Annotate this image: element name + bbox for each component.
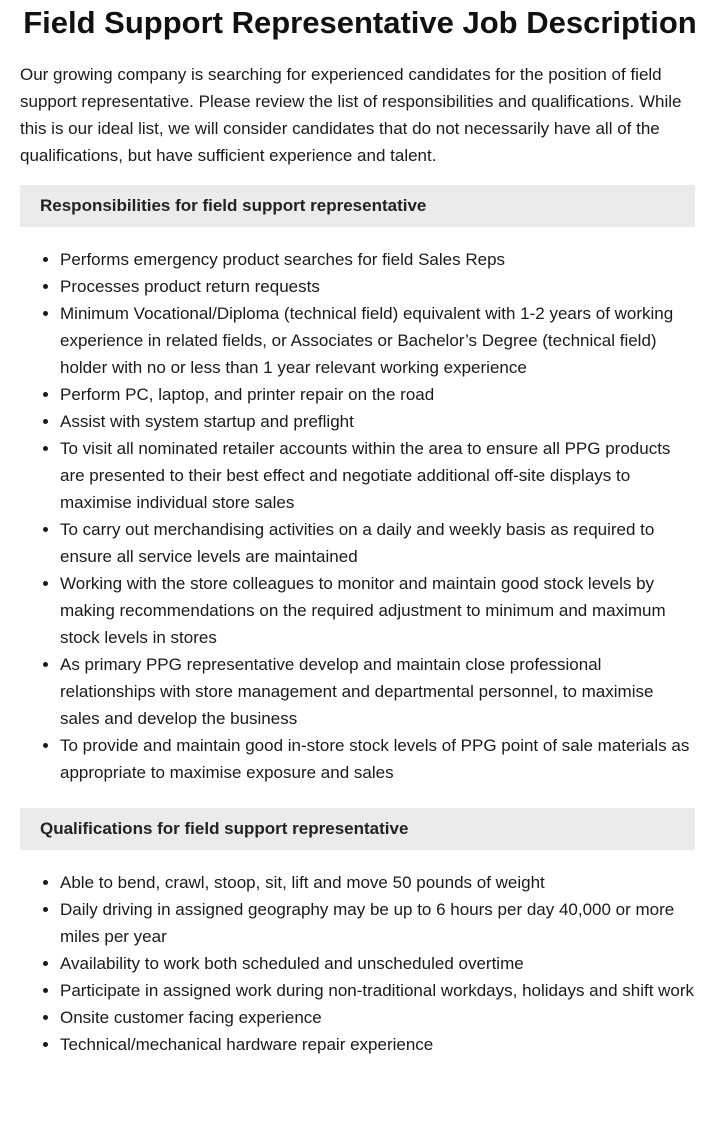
- qualifications-heading: Qualifications for field support representative: [20, 808, 695, 850]
- page-title: Field Support Representative Job Description: [23, 5, 697, 40]
- list-item: • Working with the store colleagues to monitor and maintain good stock levels by making recommendations on the required adjustment to minimum and maximum stock levels in stores: [60, 570, 695, 651]
- responsibilities-list: [0, 246, 695, 786]
- list-item: • As primary PPG representative develop and maintain close professional relationships with store management and departmental personnel, to maximise sales and develop the business: [60, 651, 695, 732]
- list-item: • Availability to work both scheduled and unscheduled overtime: [60, 950, 695, 977]
- list-item: • Assist with system startup and preflight: [60, 408, 695, 435]
- list-item: • Onsite customer facing experience: [60, 1004, 695, 1031]
- list-item: • Perform PC, laptop, and printer repair on the road: [60, 381, 695, 408]
- intro-paragraph: Our growing company is searching for experienced candidates for the position of field support representative. Please review the list of responsibilities and qualifications. While this is our ideal list, we will consider candidates that do not necessarily have all of the qualifications, but have sufficient experience and talent.: [20, 65, 682, 165]
- list-item: • Processes product return requests: [60, 273, 695, 300]
- qualifications-list: [0, 869, 695, 1058]
- list-item: • To visit all nominated retailer accounts within the area to ensure all PPG products are presented to their best effect and negotiate additional off-site displays to maximise individual store sales: [60, 435, 695, 516]
- list-item: • Performs emergency product searches for field Sales Reps: [60, 246, 695, 273]
- list-item: • Daily driving in assigned geography may be up to 6 hours per day 40,000 or more miles per year: [60, 896, 695, 950]
- list-item: • To carry out merchandising activities on a daily and weekly basis as required to ensure all service levels are maintained: [60, 516, 695, 570]
- list-item: • Participate in assigned work during non-traditional workdays, holidays and shift work: [60, 977, 695, 1004]
- list-item: • To provide and maintain good in-store stock levels of PPG point of sale materials as appropriate to maximise exposure and sales: [60, 732, 695, 786]
- list-item: • Technical/mechanical hardware repair experience: [60, 1031, 695, 1058]
- responsibilities-heading: Responsibilities for field support representative: [20, 185, 695, 227]
- list-item: • Able to bend, crawl, stoop, sit, lift and move 50 pounds of weight: [60, 869, 695, 896]
- list-item: • Minimum Vocational/Diploma (technical field) equivalent with 1-2 years of working experience in related fields, or Associates or Bachelor’s Degree (technical field) holder with no or less than 1 year relevant working experience: [60, 300, 695, 381]
